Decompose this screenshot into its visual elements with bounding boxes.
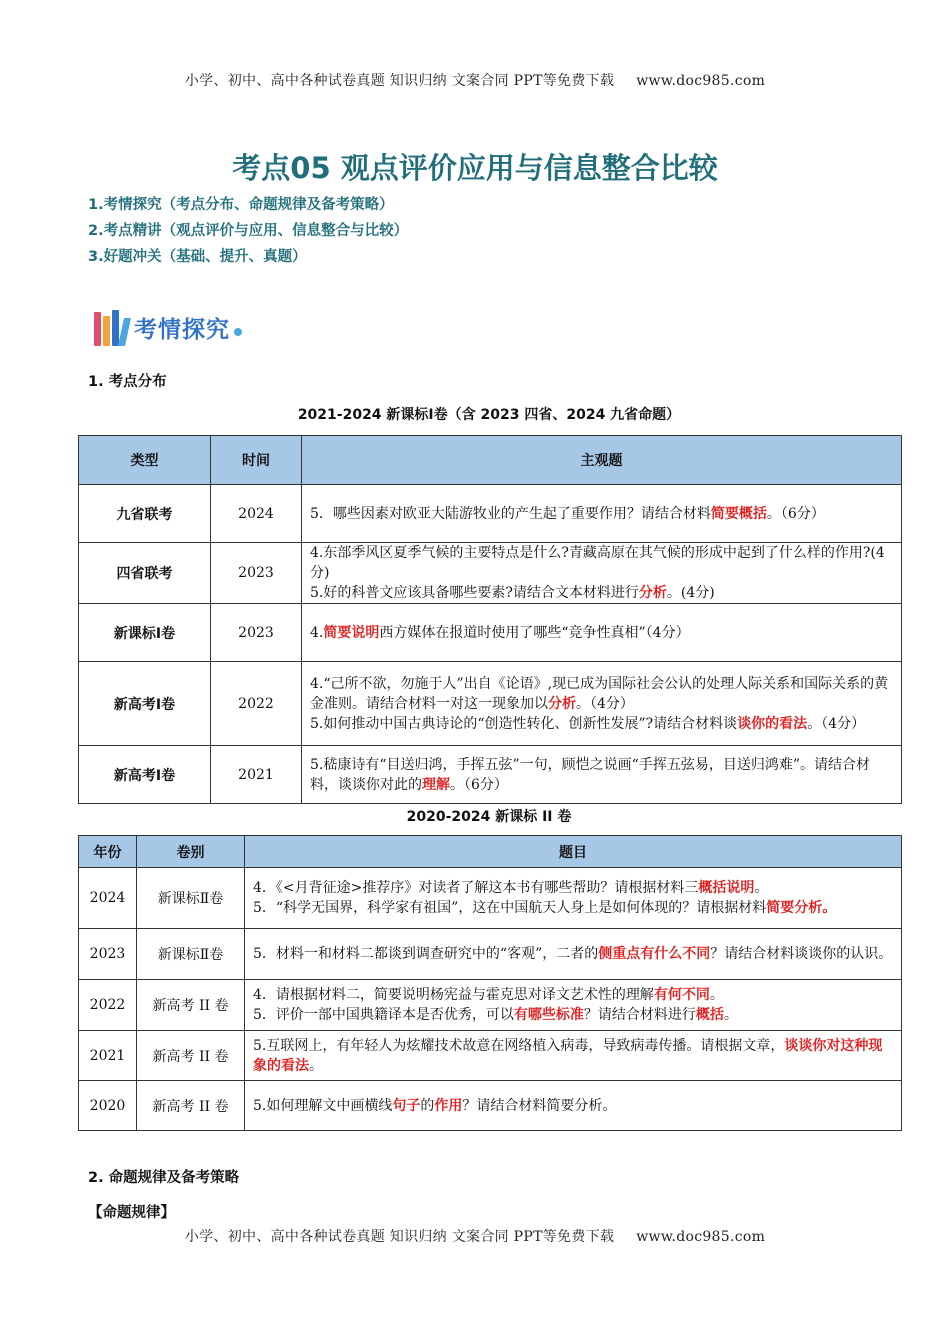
outline-list	[88, 192, 408, 270]
section-heading-strategy: 2. 命题规律及备考策略	[88, 1170, 240, 1186]
type-cell: 四省联考	[79, 543, 211, 604]
header-paper: 卷别	[137, 836, 245, 868]
question-line	[310, 623, 893, 643]
highlight-text: 简要分析。	[766, 900, 837, 916]
paper-cell: 新高考 II 卷	[137, 1081, 245, 1131]
question-text: 5．哪些因素对欧亚大陆游牧业的产生起了重要作用？请结合材料	[310, 505, 711, 522]
logo-text: 考情探究	[134, 316, 230, 343]
paper-cell: 新高考 II 卷	[137, 1031, 245, 1081]
question-text: 5．评价一部中国典籍译本是否优秀，可以	[253, 1007, 514, 1023]
highlight-text: 简要说明	[323, 624, 380, 641]
highlight-text: 分析	[638, 585, 667, 601]
table-header-row	[79, 836, 902, 868]
year-cell: 2022	[79, 980, 137, 1031]
table-row	[79, 485, 902, 543]
table-row	[79, 868, 902, 929]
banner-text: 小学、初中、高中各种试卷真题 知识归纳 文案合同 PPT等免费下载	[184, 73, 615, 89]
highlight-text: 谈谈你对这种现象的看法	[253, 1037, 883, 1074]
question-text: 。	[309, 1057, 323, 1074]
header-year: 年份	[79, 836, 137, 868]
question-line	[310, 755, 893, 795]
question-text: 。	[709, 987, 724, 1003]
page-title: 考点05 观点评价应用与信息整合比较	[232, 151, 718, 185]
question-line	[253, 898, 893, 918]
header-topic: 题目	[245, 836, 902, 868]
question-text: 5．材料一和材料二都谈到调查研究中的“客观”，二者的	[253, 946, 599, 962]
year-cell: 2023	[211, 543, 302, 604]
subheading-rules: 【命题规律】	[88, 1205, 175, 1221]
question-line	[253, 1005, 893, 1025]
header-question: 主观题	[302, 436, 902, 485]
table-row	[79, 543, 902, 604]
question-text: 5.互联网上，有年轻人为炫耀技术故意在网络植入病毒，导致病毒传播。请根据文章，	[253, 1037, 785, 1054]
question-cell	[302, 485, 902, 543]
books-icon	[94, 308, 130, 346]
header-banner	[0, 70, 950, 90]
question-cell	[302, 662, 902, 746]
table-row	[79, 1031, 902, 1081]
question-text: 。(4分)	[666, 585, 715, 601]
year-cell: 2021	[211, 746, 302, 804]
section-logo	[94, 306, 242, 348]
question-text: 5．“科学无国界，科学家有祖国”，这在中国航天人身上是如何体现的？请根据材料	[253, 900, 767, 916]
year-cell: 2020	[79, 1081, 137, 1131]
question-text: ？请结合材料谈谈你的认识。	[710, 946, 893, 962]
type-cell: 新高考Ⅰ卷	[79, 662, 211, 746]
table-header-row	[79, 436, 902, 485]
question-text: 5.嵇康诗有“目送归鸿，手挥五弦”一句，顾恺之说画“手挥五弦易，目送归鸿难”。请结合材料，谈谈你对此的	[310, 756, 870, 793]
outline-item: 2.考点精讲（观点评价与应用、信息整合与比较）	[88, 223, 409, 239]
exam-table-1	[78, 435, 902, 804]
question-line	[310, 504, 893, 524]
section-heading-distribution: 1. 考点分布	[88, 374, 167, 390]
year-cell: 2024	[211, 485, 302, 543]
question-text: 。（4分）	[576, 695, 634, 712]
paper-cell: 新高考 II 卷	[137, 980, 245, 1031]
question-text: 。	[754, 880, 769, 896]
exam-table-2	[78, 835, 902, 1131]
table-row	[79, 746, 902, 804]
question-line	[253, 985, 893, 1005]
question-cell	[245, 868, 902, 929]
question-text: 4.	[310, 624, 324, 641]
question-text: 4．请根据材料二，简要说明杨宪益与霍克思对译文艺术性的理解	[253, 987, 654, 1003]
header-time: 时间	[211, 436, 302, 485]
question-line	[253, 944, 893, 964]
question-text: 的	[420, 1097, 435, 1114]
table-row	[79, 980, 902, 1031]
paper-cell: 新课标Ⅱ卷	[137, 929, 245, 980]
banner-url[interactable]: www.doc985.com	[636, 1229, 766, 1245]
highlight-text: 句子	[392, 1097, 421, 1114]
highlight-text: 分析	[548, 695, 576, 712]
type-cell: 新高考Ⅰ卷	[79, 746, 211, 804]
question-text: ？请结合材料简要分析。	[462, 1097, 617, 1114]
table1-caption: 2021-2024 新课标Ⅰ卷（含 2023 四省、2024 九省命题）	[297, 407, 681, 423]
header-type: 类型	[79, 436, 211, 485]
question-line	[310, 714, 893, 734]
question-line	[253, 1036, 893, 1076]
question-text: 。	[723, 1007, 738, 1023]
question-line	[310, 543, 893, 583]
banner-url[interactable]: www.doc985.com	[636, 73, 766, 89]
highlight-text: 作用	[434, 1097, 463, 1114]
question-text: 5.如何推动中国古典诗论的“创造性转化、创新性发展”?请结合材料谈	[310, 715, 738, 732]
outline-item: 3.好题冲关（基础、提升、真题）	[88, 249, 307, 265]
paper-cell: 新课标Ⅱ卷	[137, 868, 245, 929]
highlight-text: 理解	[422, 776, 450, 793]
table2-caption: 2020-2024 新课标 II 卷	[406, 809, 572, 825]
table-row	[79, 929, 902, 980]
question-text: 5.好的科普文应该具备哪些要素?请结合文本材料进行	[310, 585, 639, 601]
year-cell: 2024	[79, 868, 137, 929]
question-text: 4.东部季风区夏季气候的主要特点是什么?青藏高原在其气候的形成中起到了什么样的作用?(4分)	[310, 545, 885, 581]
question-cell	[245, 980, 902, 1031]
year-cell: 2023	[211, 604, 302, 662]
highlight-text: 概括	[695, 1007, 724, 1023]
table-row	[79, 1081, 902, 1131]
question-cell	[302, 746, 902, 804]
year-cell: 2022	[211, 662, 302, 746]
dot-icon	[234, 328, 242, 336]
table-row	[79, 662, 902, 746]
question-cell	[302, 604, 902, 662]
year-cell: 2021	[79, 1031, 137, 1081]
question-line	[253, 1096, 893, 1116]
question-text: ？请结合材料进行	[583, 1007, 696, 1023]
type-cell: 新课标Ⅰ卷	[79, 604, 211, 662]
banner-text: 小学、初中、高中各种试卷真题 知识归纳 文案合同 PPT等免费下载	[184, 1229, 615, 1245]
year-cell: 2023	[79, 929, 137, 980]
highlight-text: 谈你的看法	[737, 715, 808, 732]
question-text: 。（6分）	[766, 505, 825, 522]
question-line	[310, 583, 893, 603]
highlight-text: 简要概括	[710, 505, 767, 522]
question-line	[253, 878, 893, 898]
highlight-text: 有何不同	[653, 987, 710, 1003]
table-row	[79, 604, 902, 662]
type-cell: 九省联考	[79, 485, 211, 543]
question-cell	[245, 929, 902, 980]
question-text: 。（4分）	[807, 715, 866, 732]
question-cell	[302, 543, 902, 604]
question-text: 5.如何理解文中画横线	[253, 1097, 393, 1114]
question-text: 4.“己所不欲，勿施于人”出自《论语》,现已成为国际社会公认的处理人际关系和国际关系的黄金准则。请结合材料一对这一现象加以	[310, 675, 889, 712]
footer-banner	[0, 1226, 950, 1246]
highlight-text: 有哪些标准	[513, 1007, 584, 1023]
question-text: 4．《<月背征途>推荐序》对读者了解这本书有哪些帮助？请根据材料三	[253, 880, 699, 896]
question-text: 。（6分）	[450, 776, 508, 793]
question-line	[310, 674, 893, 714]
question-cell	[245, 1031, 902, 1081]
highlight-text: 侧重点有什么不同	[598, 946, 711, 962]
outline-item: 1.考情探究（考点分布、命题规律及备考策略）	[88, 197, 394, 213]
question-cell	[245, 1081, 902, 1131]
question-text: 西方媒体在报道时使用了哪些“竞争性真相”（4分）	[379, 624, 690, 641]
highlight-text: 概括说明	[698, 880, 755, 896]
